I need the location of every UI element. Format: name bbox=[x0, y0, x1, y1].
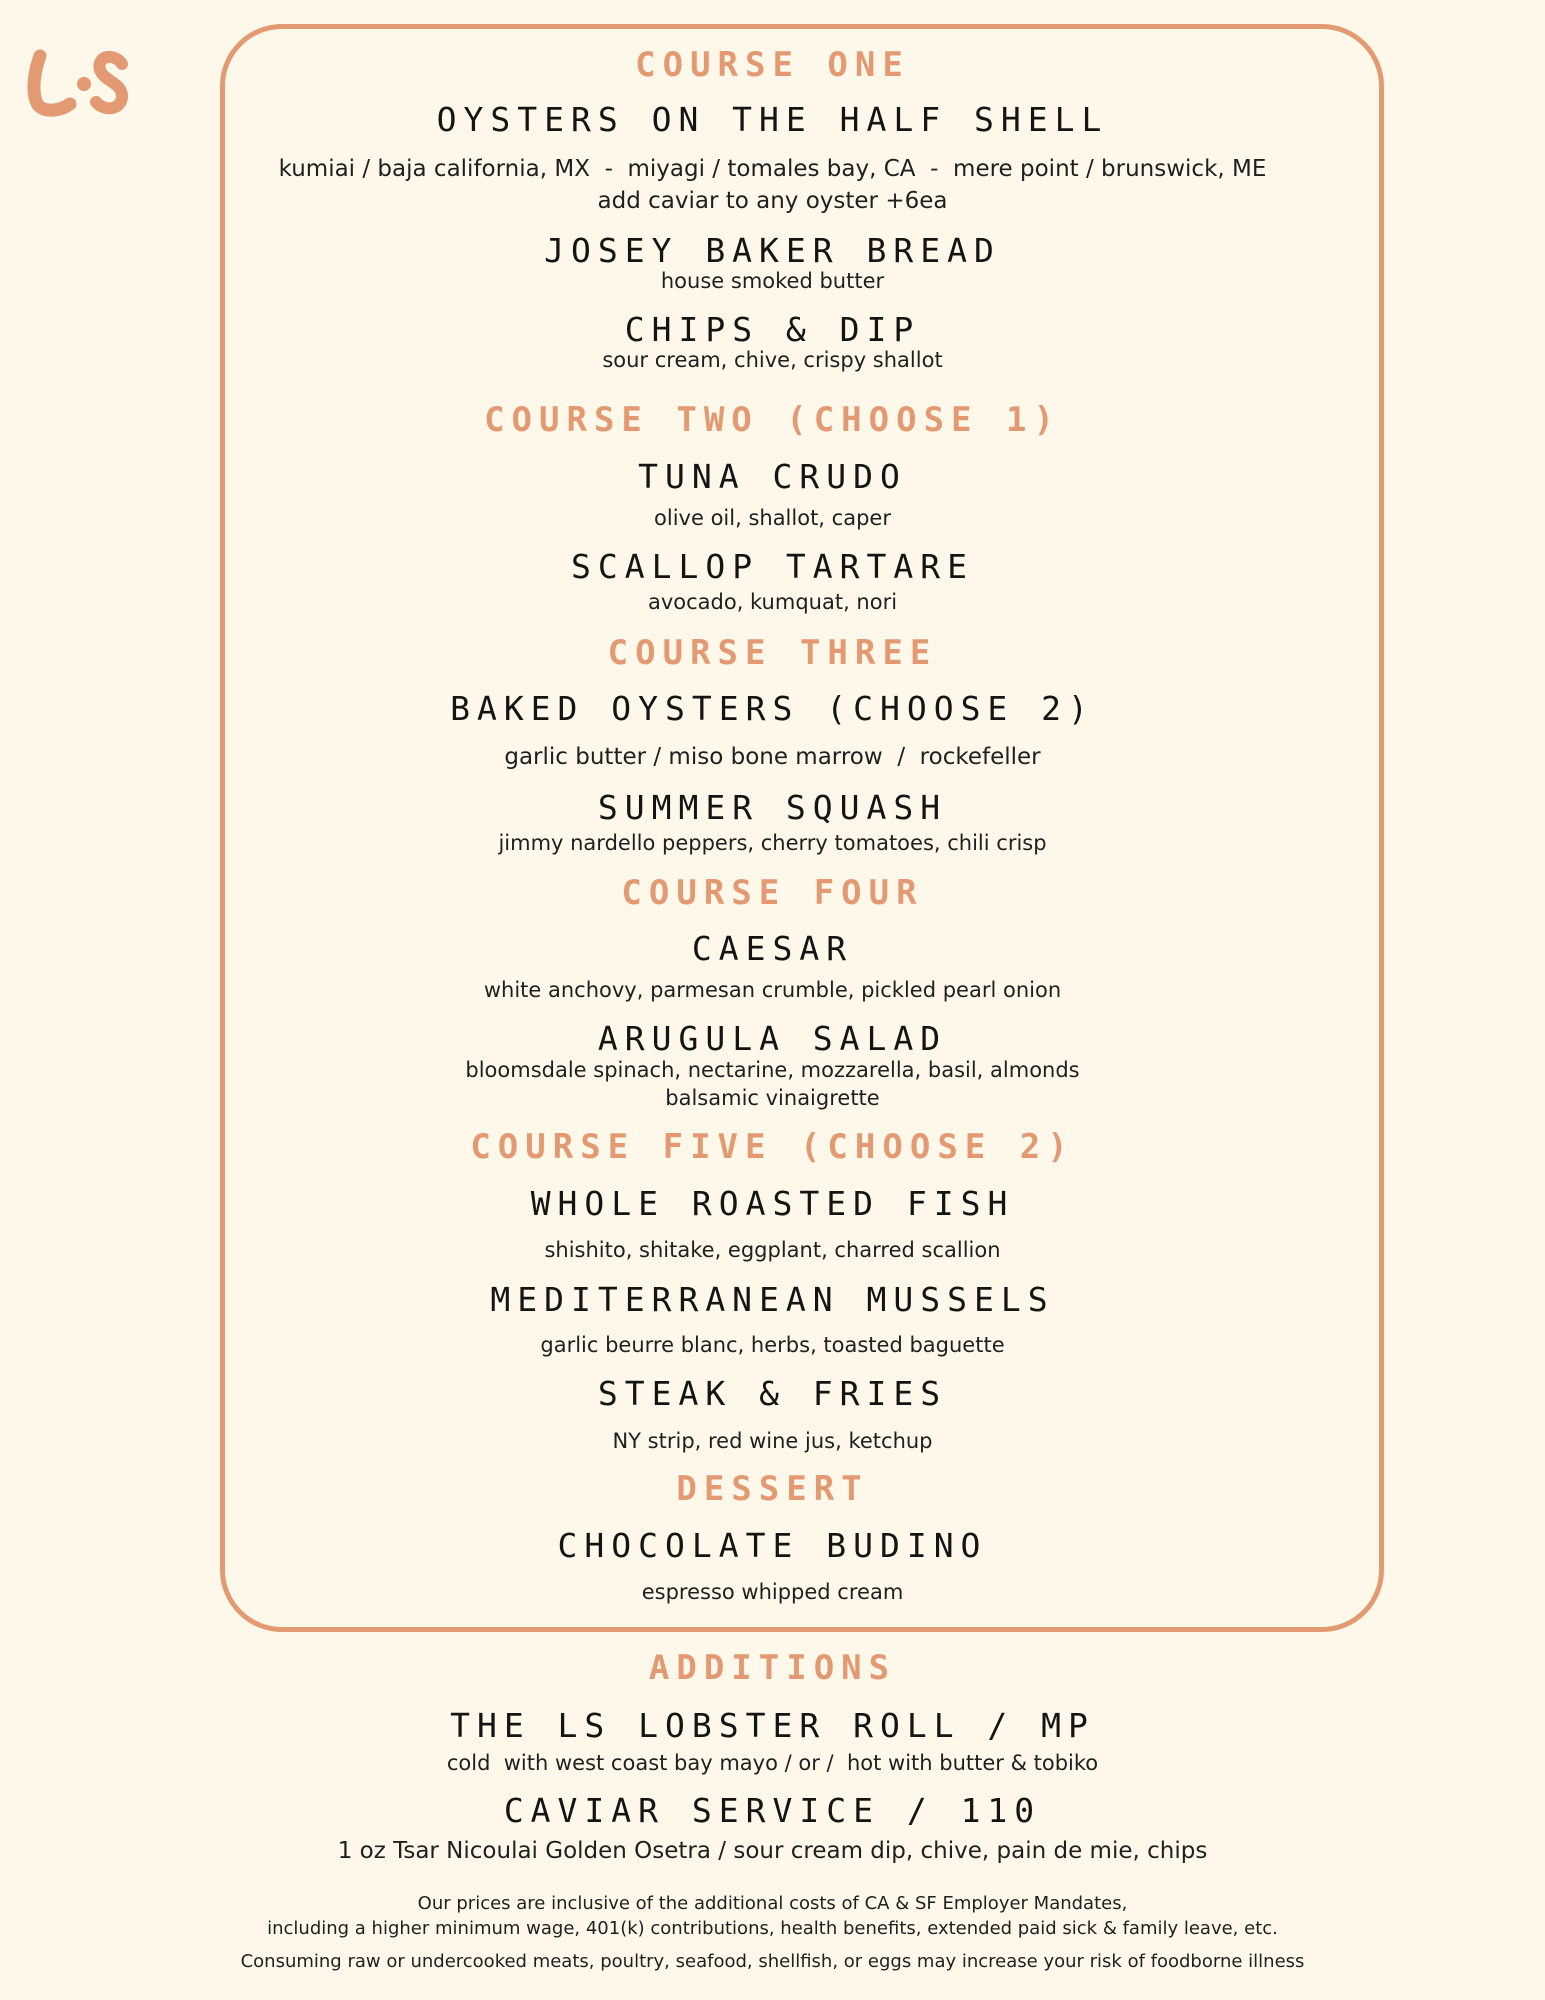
dish-arugula-desc-2: balsamic vinaigrette bbox=[665, 1086, 880, 1110]
dish-arugula-name: ARUGULA SALAD bbox=[597, 1019, 948, 1058]
dish-baked-oysters-desc: garlic butter / miso bone marrow / rockefeller bbox=[504, 744, 1041, 770]
dish-bread-desc: house smoked butter bbox=[660, 269, 885, 293]
dish-squash-desc: jimmy nardello peppers, cherry tomatoes, chili crisp bbox=[498, 831, 1047, 855]
dish-budino-name: CHOCOLATE BUDINO bbox=[557, 1526, 988, 1565]
addition-caviar-name: CAVIAR SERVICE / 110 bbox=[503, 1791, 1042, 1830]
dish-tuna-name: TUNA CRUDO bbox=[638, 457, 907, 496]
dish-mussels-name: MEDITERRANEAN MUSSELS bbox=[490, 1280, 1055, 1319]
dish-budino-desc: espresso whipped cream bbox=[641, 1580, 904, 1604]
dish-arugula-desc: bloomsdale spinach, nectarine, mozzarella, basil, almonds bbox=[465, 1058, 1080, 1082]
dish-scallop-desc: avocado, kumquat, nori bbox=[647, 590, 898, 614]
dish-steak-desc: NY strip, red wine jus, ketchup bbox=[612, 1429, 933, 1453]
dish-baked-oysters-name: BAKED OYSTERS (CHOOSE 2) bbox=[450, 689, 1095, 728]
course-five-heading: COURSE FIVE (CHOOSE 2) bbox=[470, 1127, 1075, 1167]
addition-caviar-desc: 1 oz Tsar Nicoulai Golden Osetra / sour cream dip, chive, pain de mie, chips bbox=[337, 1838, 1208, 1864]
dish-oysters-desc: kumiai / baja california, MX - miyagi / tomales bay, CA - mere point / brunswick, ME bbox=[278, 156, 1267, 182]
dish-chips-desc: sour cream, chive, crispy shallot bbox=[602, 348, 943, 372]
dish-chips-name: CHIPS & DIP bbox=[624, 310, 921, 349]
dish-scallop-name: SCALLOP TARTARE bbox=[570, 547, 974, 586]
dish-bread-name: JOSEY BAKER BREAD bbox=[544, 231, 1001, 270]
footer-note-1: Our prices are inclusive of the additional costs of CA & SF Employer Mandates, bbox=[417, 1893, 1128, 1914]
course-one-heading: COURSE ONE bbox=[635, 45, 910, 85]
dish-steak-name: STEAK & FRIES bbox=[597, 1374, 948, 1413]
additions-heading: ADDITIONS bbox=[648, 1648, 897, 1688]
footer-note-2: including a higher minimum wage, 401(k) contributions, health benefits, extended paid sick & family leave, etc. bbox=[267, 1918, 1278, 1939]
course-three-heading: COURSE THREE bbox=[607, 633, 938, 673]
dessert-heading: DESSERT bbox=[676, 1469, 869, 1509]
dish-caesar-desc: white anchovy, parmesan crumble, pickled pearl onion bbox=[483, 978, 1062, 1002]
course-four-heading: COURSE FOUR bbox=[621, 873, 924, 913]
addition-lobster-desc: cold with west coast bay mayo / or / hot with butter & tobiko bbox=[446, 1751, 1099, 1775]
dish-fish-desc: shishito, shitake, eggplant, charred scallion bbox=[544, 1238, 1001, 1262]
dish-squash-name: SUMMER SQUASH bbox=[597, 788, 948, 827]
addition-lobster-name: THE LS LOBSTER ROLL / MP bbox=[450, 1706, 1095, 1745]
dish-fish-name: WHOLE ROASTED FISH bbox=[530, 1184, 1015, 1223]
dish-caesar-name: CAESAR bbox=[691, 929, 854, 968]
footer-note-3: Consuming raw or undercooked meats, poultry, seafood, shellfish, or eggs may increase your risk of foodborne illness bbox=[240, 1951, 1305, 1972]
course-two-heading: COURSE TWO (CHOOSE 1) bbox=[484, 400, 1061, 440]
dish-tuna-desc: olive oil, shallot, caper bbox=[654, 506, 891, 530]
dish-oysters-name: OYSTERS ON THE HALF SHELL bbox=[436, 100, 1109, 139]
dish-oysters-note: add caviar to any oyster +6ea bbox=[597, 188, 948, 214]
dish-mussels-desc: garlic beurre blanc, herbs, toasted baguette bbox=[540, 1333, 1005, 1357]
